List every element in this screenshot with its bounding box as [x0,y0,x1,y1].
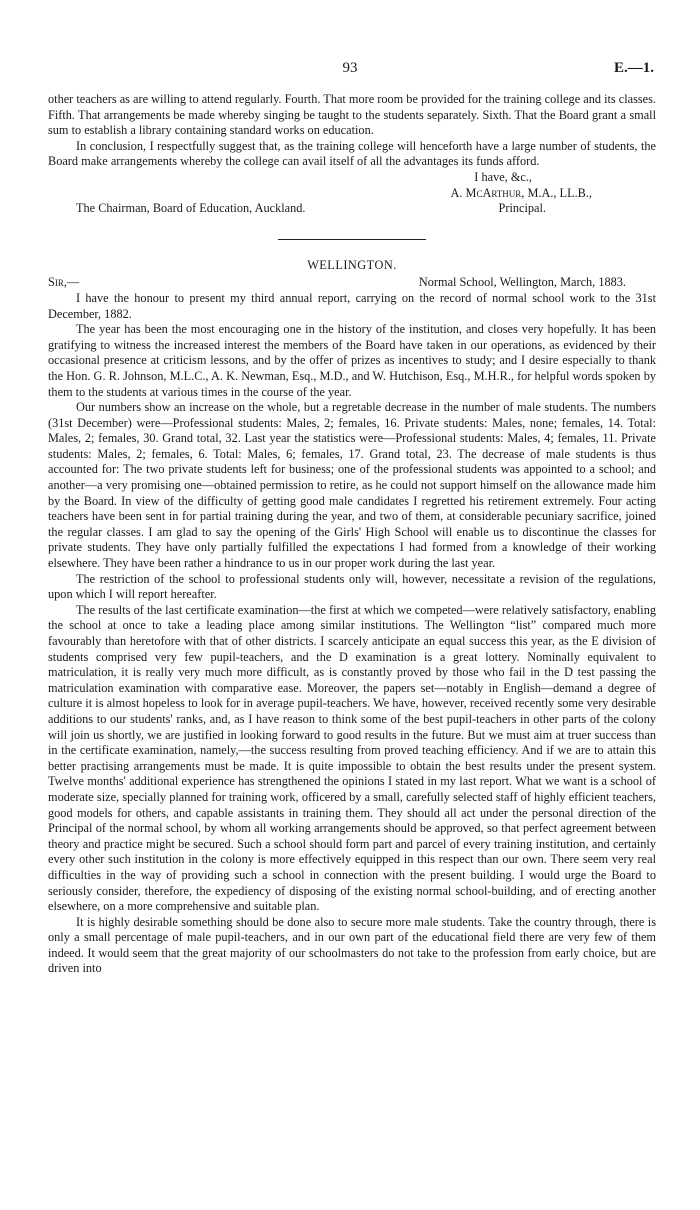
section-code: E.—1. [613,60,654,76]
auckland-conclusion-paragraph: In conclusion, I respectfully suggest that, as the training college will henceforth have a large number of students, the Board make arrangements whereby the college can avail itself of all the advantages its funds afford. [48,138,656,169]
closing-phrase [48,170,656,186]
signatory-title: Principal. [498,201,546,216]
page-number: 93 [342,60,358,76]
section-divider [278,239,426,240]
report-paragraph: The results of the last certificate examination—the first at which we competed—were relatively satisfactory, enabling the school at once to take a leading place among similar institutions. The Wellington “list” compared much more favourably than heretofore with that of other districts. I scarcely anticipate an equal success this year, as the E division of students comprised very few pupil-teachers, and the D examination is a great lottery. Nominally equivalent to matriculation, it is really very much more difficult, as is constantly proved by those who fail in the D test passing the matriculation examination with comparative ease. Moreover, the papers set—notably in English—demand a degree of culture it is almost hopeless to look for in average pupil-teachers. We have, however, received recently some very desirable additions to our students' ranks, and, as I have reason to think some of the best pupil-teachers in other parts of the colony will join us shortly, we are justified in looking forward to good results in the future. But we must aim at truer success than in the certificate examination, namely,—the success resulting from proved teaching efficiency. And if we are to attain this better practising arrangements must be made. It is quite impossible to obtain the best results under the present system. Twelve months' additional experience has strengthened the opinions I stated in my last report. What we want is a school of moderate size, specially planned for training work, officered by a small, carefully selected staff of highly efficient teachers, good models for others, and capable assistants in training them. They should all act under the personal direction of the Principal of the normal school, by whom all working arrangements should be approved, so that perfect agreement between theory and practice might be secured. Such a school should form part and parcel of every training institution, and certainly every other such institution in the colony is more effectively equipped in this respect than our own. There seem very real difficulties in the way of providing such a school in connection with the present building. I would urge the Board to seriously consider, therefore, the expediency of disposing of the existing normal school-building, and of erecting another elsewhere, on a more comprehensive and suitable plan. [48,602,656,914]
report-paragraph: I have the honour to present my third annual report, carrying on the record of normal school work to the 31st December, 1882. [48,290,656,321]
report-paragraph: The year has been the most encouraging one in the history of the institution, and closes very hopefully. It has been gratifying to witness the increased interest the members of the Board have taken in our operations, as evidenced by their occasional presence at criticism lessons, and by the offer of prizes as incentives to study; and I desire especially to thank the Hon. G. R. Johnson, M.L.C., A. K. Newman, Esq., M.D., and W. Hutchison, Esq., M.H.R., for helpful words spoken by them to the students at various times in the course of the year. [48,322,656,399]
report-paragraph: The restriction of the school to professional students only will, however, necessitate a revision of the regulations, upon which I will report hereafter. [48,571,656,602]
salutation-row [48,275,656,291]
section-heading: WELLINGTON. [307,257,397,272]
place-date: Normal School, Wellington, March, 1883. [418,275,626,290]
document-body [48,56,656,977]
salutation: Sir,— [48,275,80,290]
recipient: The Chairman, Board of Education, Auckland. [76,201,306,216]
signatory-text: A. McArthur, M.A., LL.B., [450,185,592,200]
auckland-intro-paragraph: other teachers as are willing to attend regularly. Fourth. That more room be provided for the training college and its classes. Fifth. That arrangements be made whereby singing be taught to the students separately. Sixth. That the Board grant a small sum to establish a library containing standard works on education. [48,92,656,138]
signatory-name [48,186,656,202]
recipient-row [48,201,656,217]
report-paragraph: Our numbers show an increase on the whole, but a regretable decrease in the number of male students. The numbers (31st December) were—Professional students: Males, 2; females, 16. Private students: Males, none; females, 14. Total: Males, 2; females, 30. Grand total, 32. Last year the statistics were—Professional students: Males, 4; females, 11. Private students: Males, 2; females, 6. Total: Males, 6; females, 17. Grand total, 23. The decrease of male students is thus accounted for: The two private students left for business; one of the professional students was appointed to a school; and another—a very promising one—obtained permission to retire, as he could not support himself on the allowance made him by the Board. In view of the difficulty of getting good male candidates I regretted his retirement extremely. Four acting teachers have been sent in for partial training during the year, and two of them, at considerable pecuniary sacrifice, joined the regular classes. I am glad to say the opening of the Girls' High School will enable us to discontinue the classes for private students. They have only partially fulfilled the expectations I had formed from a knowledge of their working elsewhere. They have been rather a hindrance to us in our proper work during the last year. [48,400,656,571]
report-paragraph: It is highly desirable something should be done also to secure more male students. Take the country through, there is only a small percentage of male pupil-teachers, and in our own part of the educational field there are very few of them indeed. It would seem that the great majority of our schoolmasters do not take to the profession from early choice, but are driven into [48,914,656,976]
closing-text: I have, &c., [474,169,532,184]
